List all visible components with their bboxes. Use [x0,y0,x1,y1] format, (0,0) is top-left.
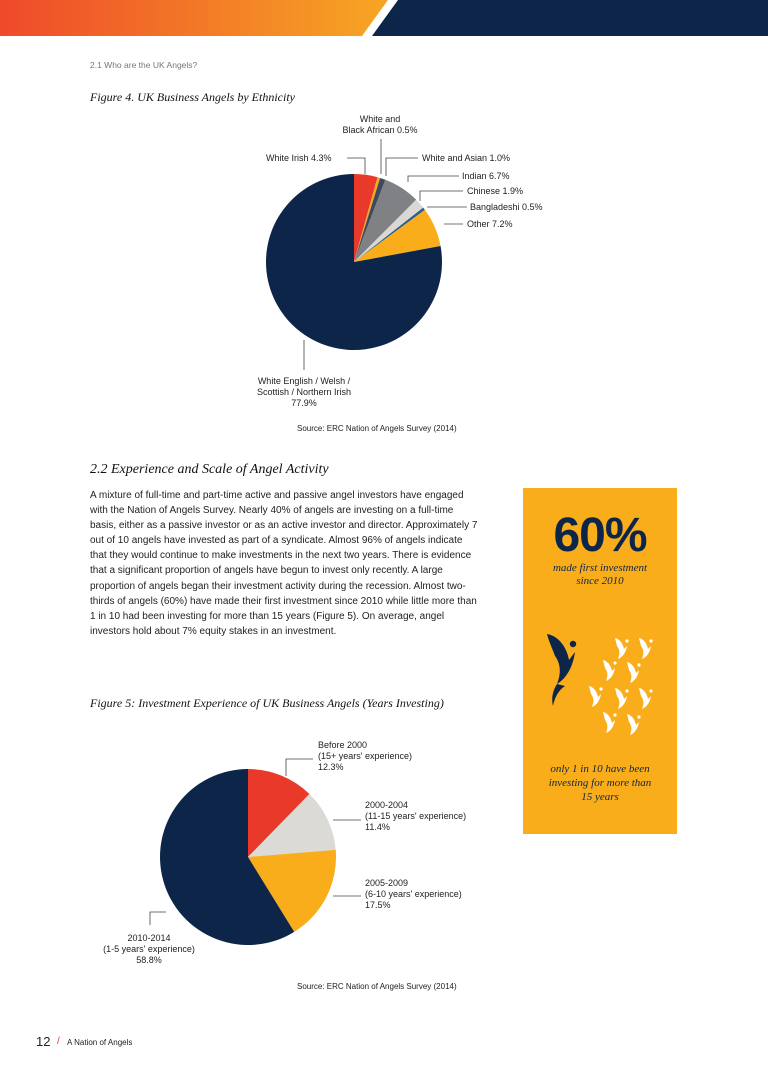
leader-before2000 [286,759,313,776]
callout-big-number: 60% [553,509,647,562]
figure5-source: Source: ERC Nation of Angels Survey (2014) [297,982,457,991]
callout-bottom-text: only 1 in 10 have been investing for more than 15 years [548,763,652,803]
figure4-source: Source: ERC Nation of Angels Survey (2014) [297,424,457,433]
leader-2010-2014 [150,912,166,925]
label-2005-2009: 2005-2009 (6-10 years' experience) 17.5% [365,878,462,910]
section-tag: 2.1 Who are the UK Angels? [90,60,198,70]
callout-subtitle: made first investment since 2010 [552,562,648,587]
label-2000-2004: 2000-2004 (11-15 years' experience) 11.4% [365,800,467,832]
label-chinese: Chinese 1.9% [467,186,524,196]
label-white-african: White and Black African 0.5% [342,114,418,135]
figure5-title: Figure 5: Investment Experience of UK Business Angels (Years Investing) [90,696,444,710]
page-number: 12 [36,1034,51,1049]
label-white-asian: White and Asian 1.0% [422,153,511,163]
label-white-irish: White Irish 4.3% [266,153,332,163]
label-before2000: Before 2000 (15+ years' experience) 12.3% [318,740,413,772]
label-bangladeshi: Bangladeshi 0.5% [470,202,543,212]
label-white-english: White English / Welsh / Scottish / Northern Irish 77.9% [256,376,352,408]
label-indian: Indian 6.7% [462,171,510,181]
figure4-title: Figure 4. UK Business Angels by Ethnicity [90,90,295,104]
body-paragraph: A mixture of full-time and part-time active and passive angel investors have engaged with the Nation of Angels Survey. Nearly 40% of angels are investing on a full-time basis, either as a passive investor or as an active investor and director. Approximately 7 out of 10 angels have invested as part of a syndicate. Almost 96% of angels indicate that they would continue to make investments in the next two years. There is evidence that a significant proportion of angels have begun to invest only recently. A large proportion of angels began their investment activity during the recession. Almost two-thirds of angels (60%) have made their first investment since 2010 while little more than 1 in 10 had been investing for more than 15 years (Figure 5). On average, angel investors hold about 7% equity stakes in an investment. [90,490,478,637]
label-2010-2014: 2010-2014 (1-5 years' experience) 58.8% [103,933,195,965]
publication-name: A Nation of Angels [67,1038,133,1047]
section-heading: 2.2 Experience and Scale of Angel Activity [90,462,329,477]
label-other: Other 7.2% [467,219,513,229]
footer-separator: / [57,1036,60,1047]
